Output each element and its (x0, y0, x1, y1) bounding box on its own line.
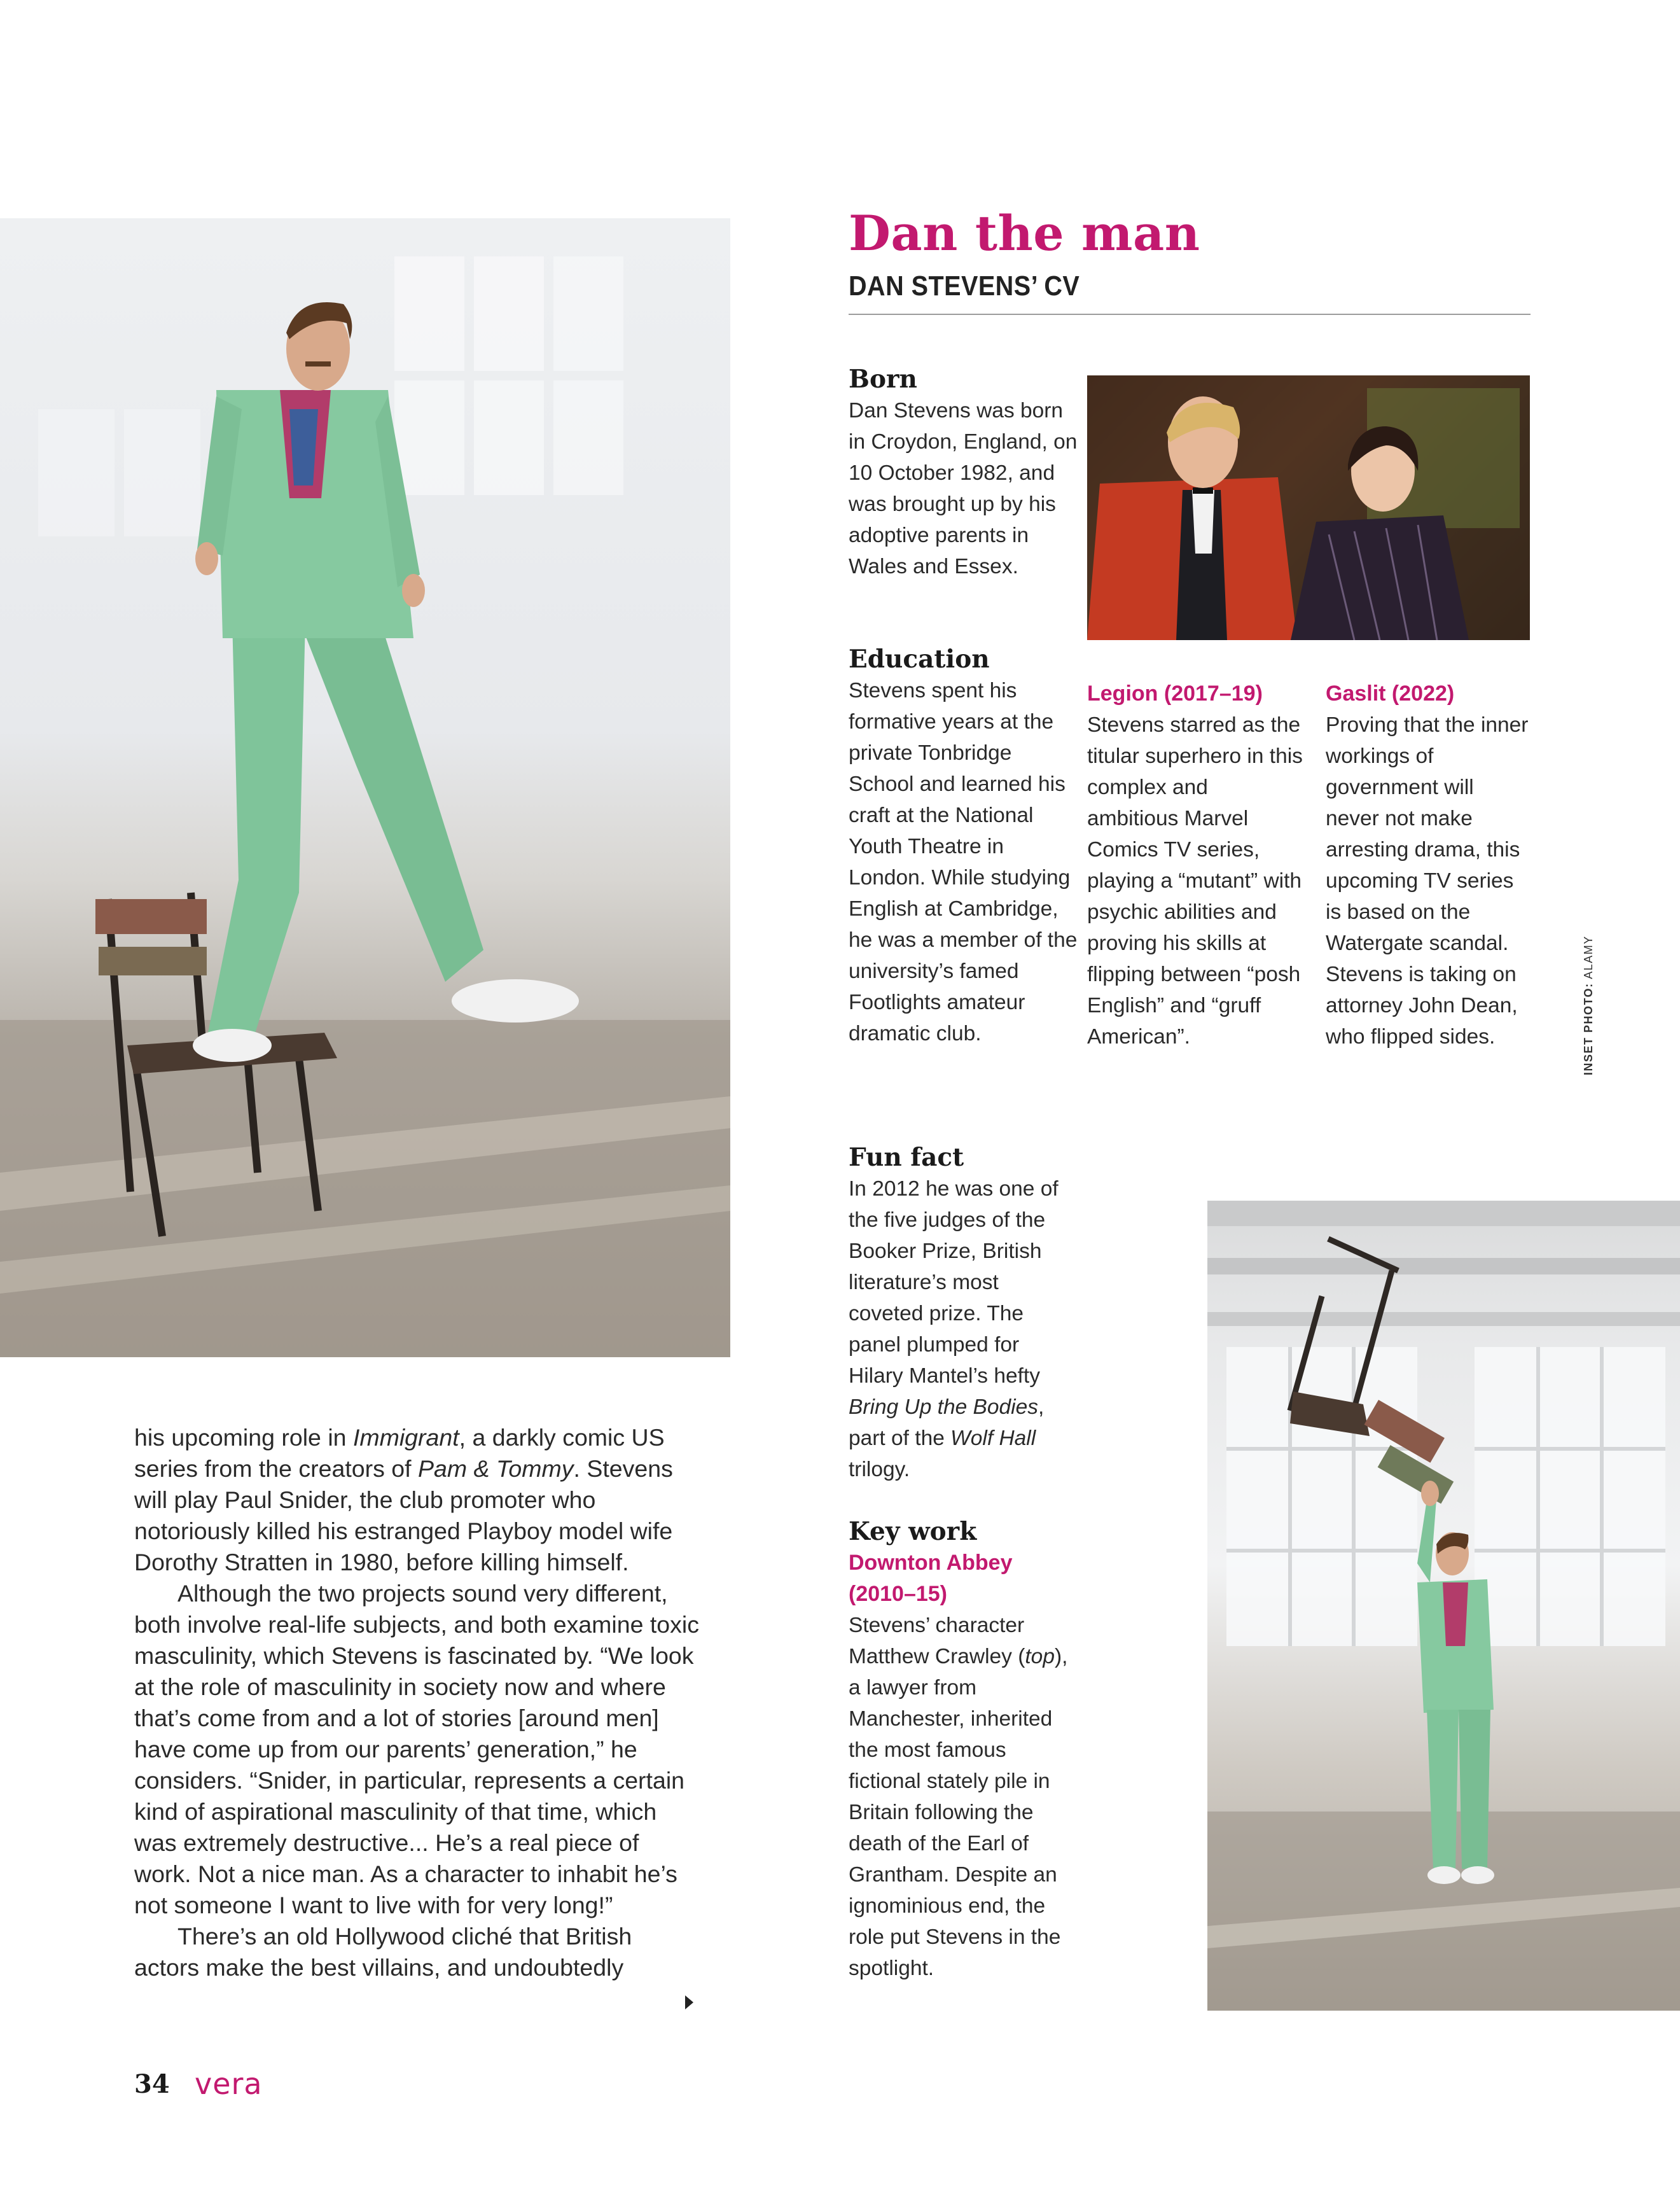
brand-logo: vera (195, 2067, 263, 2101)
born-section (849, 364, 1078, 582)
education-text: Stevens spent his formative years at the private Tonbridge School and learned his craft at the National Youth Theatre in London. While studying English at Cambridge, he was a member of the university’s famed Footlights amateur dramatic club. (849, 679, 1078, 1045)
legion-section (1087, 678, 1303, 1052)
gaslit-text: Proving that the inner workings of government will never not make arresting drama, this upcoming TV series is based on the Watergate scandal. Stevens is taking on attorney John Dean, who flipped sides. (1326, 713, 1529, 1049)
main-photo (0, 218, 730, 1357)
fun-fact-section (849, 1142, 1078, 1485)
photo-credit (1582, 935, 1595, 1075)
legion-text: Stevens starred as the titular superhero in this complex and ambitious Marvel Comics TV series, playing a “mutant” with psychic abilities and proving his skills at flipping between “posh English” and “gruff American”. (1087, 713, 1303, 1049)
fun-fact-heading: Fun fact (849, 1143, 964, 1172)
education-section (849, 644, 1078, 1049)
man-on-chair-illustration (0, 218, 730, 1357)
downton-text (849, 1610, 1078, 1984)
inset-photo (1087, 375, 1530, 640)
man-lifting-chair-illustration (1207, 1201, 1680, 2011)
downton-text-part: ), a lawyer from Manchester, inherited the most famous fictional stately pile in Britain following the death of the Earl of Grantham. Despite an ignominious end, the role put Stevens in the spotlight. (849, 1645, 1068, 1980)
fun-fact-text (849, 1173, 1078, 1485)
downton-title: Downton Abbey (2010–15) (849, 1551, 1013, 1606)
show-title: Pam & Tommy (418, 1455, 574, 1482)
fun-fact-text-part: In 2012 he was one of the five judges of the Booker Prize, British literature’s most coveted prize. The panel plumped for Hilary Mantel’s hefty (849, 1177, 1059, 1388)
article-text-part: . Stevens will play Paul Snider, the club promoter who notoriously killed his estranged Playboy model wife Dorothy Stratten in 1980, before killing himself. (134, 1455, 673, 1575)
key-work-heading: Key work (849, 1517, 977, 1546)
article-text-part: , a darkly comic US series from the creators of (134, 1424, 665, 1482)
legion-title: Legion (2017–19) (1087, 681, 1263, 706)
series-title: Wolf Hall (950, 1427, 1036, 1450)
photo-credit-source: ALAMY (1582, 935, 1595, 979)
header-divider (849, 314, 1531, 315)
page-title: Dan the man (849, 205, 1200, 262)
fun-fact-text-part: trilogy. (849, 1458, 910, 1481)
born-heading: Born (849, 365, 917, 394)
article-paragraph-2: Although the two projects sound very different, both involve real-life subjects, and both examine toxic masculinity, which Stevens is fascinated by. “We look at the role of masculinity in society now and where that’s come from and a lot of stories [around men] have come up from our parents’ generation,” he considers. “Snider, in particular, represents a certain kind of aspirational masculinity of that time, which was extremely destructive... He’s a real piece of work. Not a nice man. As a character to inhabit he’s not someone I want to live with for very long!” (134, 1580, 699, 1918)
article-body (134, 1422, 700, 1983)
page-number: 34 (134, 2069, 170, 2099)
article-paragraph-3: There’s an old Hollywood cliché that British actors make the best villains, and undoubtedly (134, 1923, 632, 1981)
continue-arrow-icon (685, 1995, 693, 2009)
downton-text-italic: top (1025, 1645, 1055, 1668)
fun-fact-text-part: , part of the (849, 1395, 1045, 1450)
show-title: Immigrant (352, 1424, 459, 1451)
key-work-section (849, 1516, 1078, 1984)
gaslit-title: Gaslit (2022) (1326, 681, 1455, 706)
article-text-part: his upcoming role in (134, 1424, 353, 1451)
book-title: Bring Up the Bodies (849, 1395, 1038, 1419)
photo-credit-label: INSET PHOTO: (1582, 982, 1595, 1075)
article-paragraph-1 (134, 1422, 700, 1578)
born-text: Dan Stevens was born in Croydon, England, on 10 October 1982, and was brought up by his adoptive parents in Wales and Essex. (849, 399, 1078, 578)
gaslit-section (1326, 678, 1529, 1052)
bottom-photo (1207, 1201, 1680, 2011)
education-heading: Education (849, 645, 990, 674)
downton-text-part: Stevens’ character Matthew Crawley ( (849, 1614, 1025, 1668)
page-subtitle: DAN STEVENS’ CV (849, 270, 1080, 302)
downton-abbey-still (1087, 375, 1530, 640)
